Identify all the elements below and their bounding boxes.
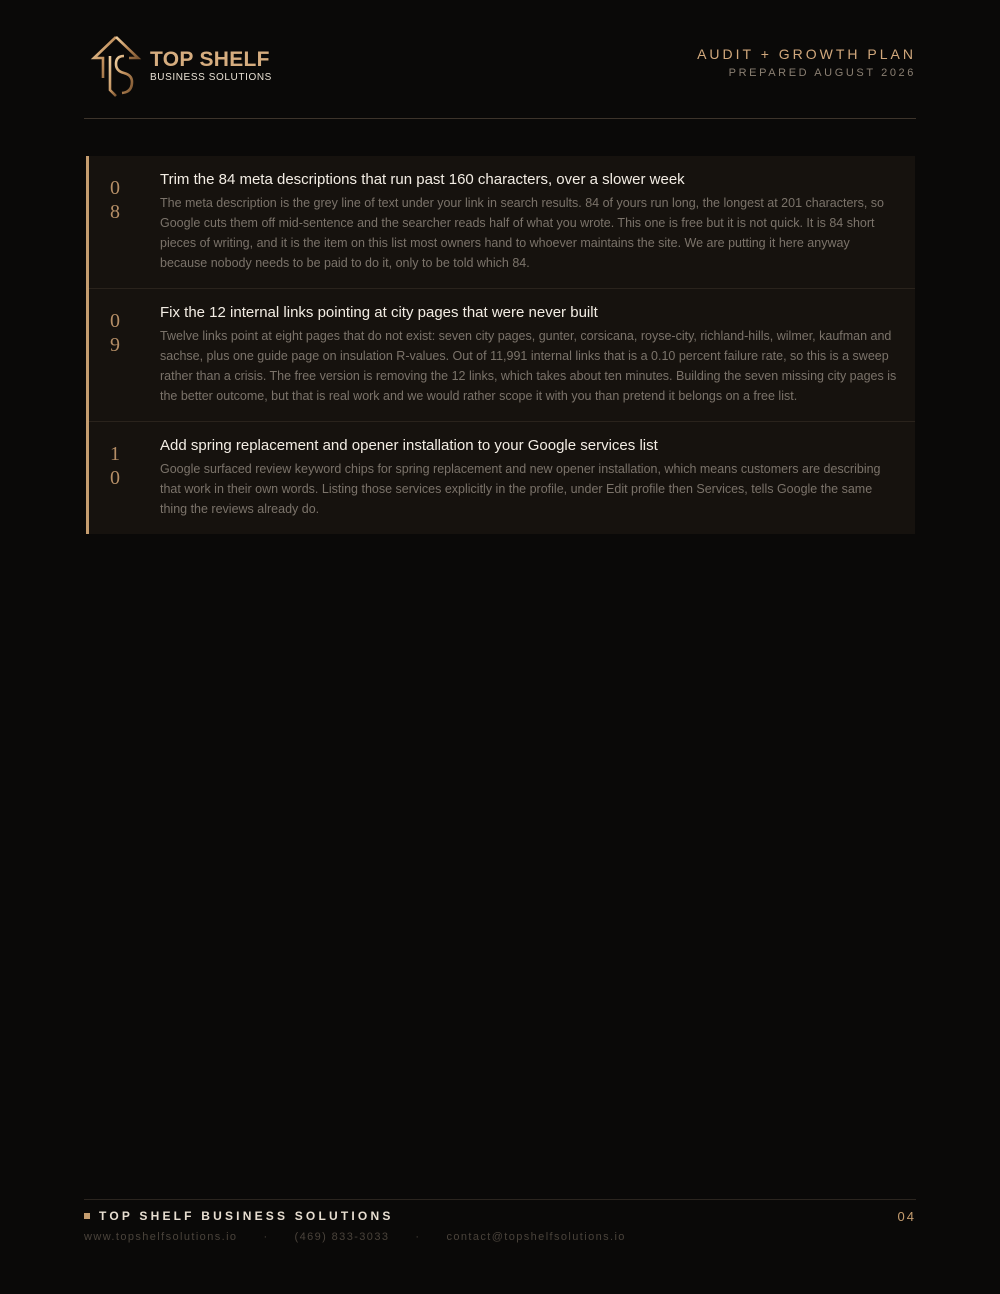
header-divider <box>84 118 916 119</box>
email-link[interactable]: contact@topshelfsolutions.io <box>446 1231 626 1243</box>
item-number: 0 9 <box>110 310 120 356</box>
brand-tagline: BUSINESS SOLUTIONS <box>150 71 272 83</box>
footer-divider <box>84 1199 916 1200</box>
page-number: 04 <box>897 1209 916 1224</box>
item-number: 1 0 <box>110 443 120 489</box>
item-title: Fix the 12 internal links pointing at city pages that were never built <box>160 304 598 321</box>
page-footer <box>84 1199 916 1243</box>
brand-logo <box>88 34 272 98</box>
item-description: Google surfaced review keyword chips for spring replacement and new opener installation, which means customers are describing that work in their own words. Listing those services explicitly in the profile, under Edit profile then Services, tells Google the same thing the reviews already do. <box>160 462 881 516</box>
item-title: Trim the 84 meta descriptions that run past 160 characters, over a slower week <box>160 171 685 188</box>
list-item <box>89 289 915 422</box>
document-title: AUDIT + GROWTH PLAN <box>697 46 916 62</box>
list-item <box>89 422 915 534</box>
list-item <box>89 156 915 289</box>
phone-number[interactable]: (469) 833-3033 <box>294 1231 390 1243</box>
action-items-list <box>86 156 915 534</box>
separator: · <box>263 1231 269 1243</box>
contact-line <box>84 1231 626 1243</box>
item-title: Add spring replacement and opener installation to your Google services list <box>160 437 658 454</box>
document-date: PREPARED AUGUST 2026 <box>728 67 916 79</box>
square-bullet-icon <box>84 1213 90 1219</box>
brand-name: TOP SHELF <box>150 47 270 71</box>
website-link[interactable]: www.topshelfsolutions.io <box>84 1231 238 1243</box>
page-header <box>84 32 916 120</box>
item-description: The meta description is the grey line of text under your link in search results. 84 of yours run long, the longest at 201 characters, so Google cuts them off mid-sentence and the searcher reads half of what you wrote. This one is free but it is not quick. It is 84 short pieces of writing, and it is the item on this list most owners hand to whoever maintains the site. We are putting it here anyway because nobody needs to be paid to do it, only to be told which 84. <box>160 196 884 270</box>
item-number: 0 8 <box>110 177 120 223</box>
item-description: Twelve links point at eight pages that do not exist: seven city pages, gunter, corsicana, royse-city, richland-hills, wilmer, kaufman and sachse, plus one guide page on insulation R-values. Out of 11,991 internal links that is a 0.10 percent failure rate, so this is a sweep rather than a crisis. The free version is removing the 12 links, which takes about ten minutes. Building the seven missing city pages is the better outcome, but that is real work and we would rather scope it with you than pretend it belongs on a free list. <box>160 329 897 403</box>
separator: · <box>415 1231 421 1243</box>
footer-brand: TOP SHELF BUSINESS SOLUTIONS <box>84 1209 394 1223</box>
ts-arrow-logo-icon <box>88 34 144 98</box>
